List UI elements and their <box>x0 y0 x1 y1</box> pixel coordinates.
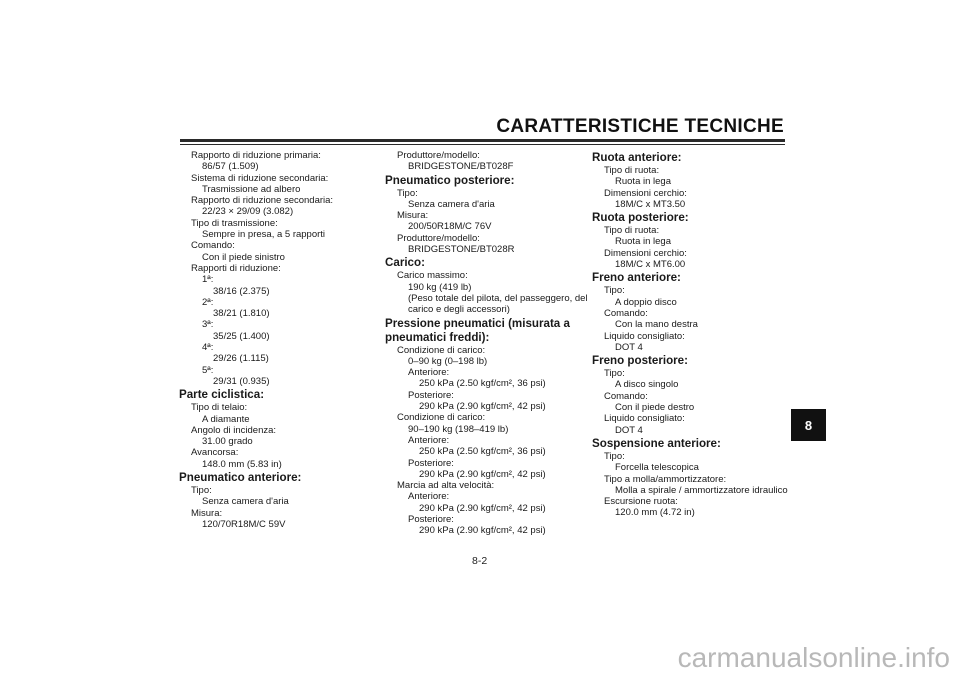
spec-label: Sistema di riduzione secondaria: <box>191 172 329 184</box>
spec-value: (Peso totale del pilota, del passeggero, del <box>408 292 588 304</box>
spec-value: Ruota in lega <box>615 176 671 188</box>
spec-value: 5ª: <box>202 364 214 376</box>
spec-value: 22/23 × 29/09 (3.082) <box>202 206 294 218</box>
section-heading: Freno posteriore: <box>592 354 688 368</box>
spec-label: Tipo: <box>604 285 625 297</box>
spec-value: 290 kPa (2.90 kgf/cm², 42 psi) <box>419 502 546 514</box>
spec-label: Dimensioni cerchio: <box>604 187 687 199</box>
spec-value: Con la mano destra <box>615 319 698 331</box>
spec-value: Forcella telescopica <box>615 462 699 474</box>
spec-label: Tipo a molla/ammortizzatore: <box>604 473 727 485</box>
spec-value: A disco singolo <box>615 379 679 391</box>
spec-column-1 <box>179 150 384 530</box>
section-heading: Parte ciclistica: <box>179 388 265 402</box>
spec-label: Tipo di telaio: <box>191 402 248 414</box>
spec-label: Liquido consigliato: <box>604 330 685 342</box>
section-heading: Ruota posteriore: <box>592 211 689 225</box>
spec-value: 29/26 (1.115) <box>213 353 269 365</box>
spec-value: 18M/C x MT3.50 <box>615 198 686 210</box>
spec-column-2 <box>385 150 590 537</box>
spec-label: Tipo di ruota: <box>604 225 660 237</box>
spec-value: A doppio disco <box>615 296 677 308</box>
spec-value: 0–90 kg (0–198 lb) <box>408 355 488 367</box>
spec-value: 148.0 mm (5.83 in) <box>202 458 282 470</box>
spec-value: 1ª: <box>202 274 214 286</box>
spec-value: 3ª: <box>202 319 214 331</box>
spec-value: 38/16 (2.375) <box>213 285 270 297</box>
spec-label: Comando: <box>604 390 648 402</box>
page-title: CARATTERISTICHE TECNICHE <box>496 116 784 137</box>
spec-label: Tipo: <box>397 187 418 199</box>
spec-label: Tipo di trasmissione: <box>191 217 278 229</box>
spec-value: Posteriore: <box>408 514 454 526</box>
spec-label: Liquido consigliato: <box>604 413 685 425</box>
spec-label: Marcia ad alta velocità: <box>397 480 495 492</box>
spec-value: carico e degli accessori) <box>408 304 510 316</box>
spec-label: Angolo di incidenza: <box>191 424 277 436</box>
section-heading: Pneumatico posteriore: <box>385 173 515 187</box>
spec-label: Rapporti di riduzione: <box>191 262 281 274</box>
spec-label: Rapporto di riduzione secondaria: <box>191 195 334 207</box>
section-heading: Freno anteriore: <box>592 271 681 285</box>
spec-value: 2ª: <box>202 296 214 308</box>
spec-value: 120.0 mm (4.72 in) <box>615 507 695 519</box>
spec-value: 29/31 (0.935) <box>213 375 270 387</box>
spec-value: Posteriore: <box>408 457 454 469</box>
spec-value: Con il piede destro <box>615 402 695 414</box>
spec-label: Condizione di carico: <box>397 412 486 424</box>
spec-value: 120/70R18M/C 59V <box>202 518 286 530</box>
spec-label: Carico massimo: <box>397 270 468 282</box>
section-heading: Pneumatico anteriore: <box>179 471 302 485</box>
spec-value: Sempre in presa, a 5 rapporti <box>202 229 326 241</box>
spec-value: 250 kPa (2.50 kgf/cm², 36 psi) <box>419 446 546 458</box>
spec-value: 86/57 (1.509) <box>202 161 259 173</box>
spec-value: DOT 4 <box>615 341 643 353</box>
page-number: 8-2 <box>472 555 488 567</box>
spec-label: Tipo di ruota: <box>604 165 660 176</box>
section-heading: Sospensione anteriore: <box>592 436 721 450</box>
spec-label: Misura: <box>397 210 429 222</box>
spec-value: Ruota in lega <box>615 236 671 248</box>
spec-value: 38/21 (1.810) <box>213 308 270 320</box>
spec-value: BRIDGESTONE/BT028F <box>408 161 514 173</box>
spec-value: 90–190 kg (198–419 lb) <box>408 423 509 435</box>
spec-value: 35/25 (1.400) <box>213 330 270 342</box>
spec-label: Avancorsa: <box>191 447 239 459</box>
spec-value: 290 kPa (2.90 kgf/cm², 42 psi) <box>419 401 546 413</box>
spec-value: 31.00 grado <box>202 436 253 448</box>
spec-column-3 <box>592 150 792 519</box>
spec-label: Tipo: <box>191 485 212 497</box>
spec-value: 18M/C x MT6.00 <box>615 259 686 271</box>
spec-label: Comando: <box>604 307 648 319</box>
spec-value: DOT 4 <box>615 424 643 436</box>
spec-value: Con il piede sinistro <box>202 251 285 263</box>
spec-value: A diamante <box>202 413 250 425</box>
spec-label: Rapporto di riduzione primaria: <box>191 150 321 161</box>
watermark: carmanualsonline.info <box>677 642 950 673</box>
spec-label: Produttore/modello: <box>397 232 480 244</box>
spec-value: BRIDGESTONE/BT028R <box>408 244 515 256</box>
section-heading: Ruota anteriore: <box>592 151 682 164</box>
spec-value: 290 kPa (2.90 kgf/cm², 42 psi) <box>419 468 546 480</box>
spec-label: Produttore/modello: <box>397 150 480 161</box>
spec-value: Molla a spirale / ammortizzatore idraulico <box>615 484 788 496</box>
section-heading: Carico: <box>385 256 425 270</box>
spec-value: Anteriore: <box>408 434 450 446</box>
header-rule-thin <box>180 144 785 145</box>
spec-value: 4ª: <box>202 342 214 354</box>
spec-label: Dimensioni cerchio: <box>604 247 687 259</box>
section-heading: Pressione pneumatici (misurata a pneumatici freddi): <box>385 316 570 344</box>
spec-label: Escursione ruota: <box>604 496 678 508</box>
spec-value: Trasmissione ad albero <box>202 183 301 195</box>
spec-value: Senza camera d'aria <box>408 198 495 210</box>
spec-value: 250 kPa (2.50 kgf/cm², 36 psi) <box>419 378 546 390</box>
spec-label: Condizione di carico: <box>397 344 486 356</box>
chapter-tab[interactable]: 8 <box>791 409 826 441</box>
spec-label: Tipo: <box>604 450 625 462</box>
spec-label: Comando: <box>191 240 235 252</box>
spec-value: 200/50R18M/C 76V <box>408 221 492 233</box>
spec-label: Misura: <box>191 507 223 519</box>
spec-value: 190 kg (419 lb) <box>408 281 472 293</box>
spec-value: Senza camera d'aria <box>202 496 289 508</box>
spec-value: 290 kPa (2.90 kgf/cm², 42 psi) <box>419 525 546 537</box>
spec-value: Anteriore: <box>408 491 450 503</box>
header-rule-thick <box>180 139 785 142</box>
spec-value: Anteriore: <box>408 367 450 379</box>
spec-label: Tipo: <box>604 368 625 380</box>
spec-value: Posteriore: <box>408 389 454 401</box>
